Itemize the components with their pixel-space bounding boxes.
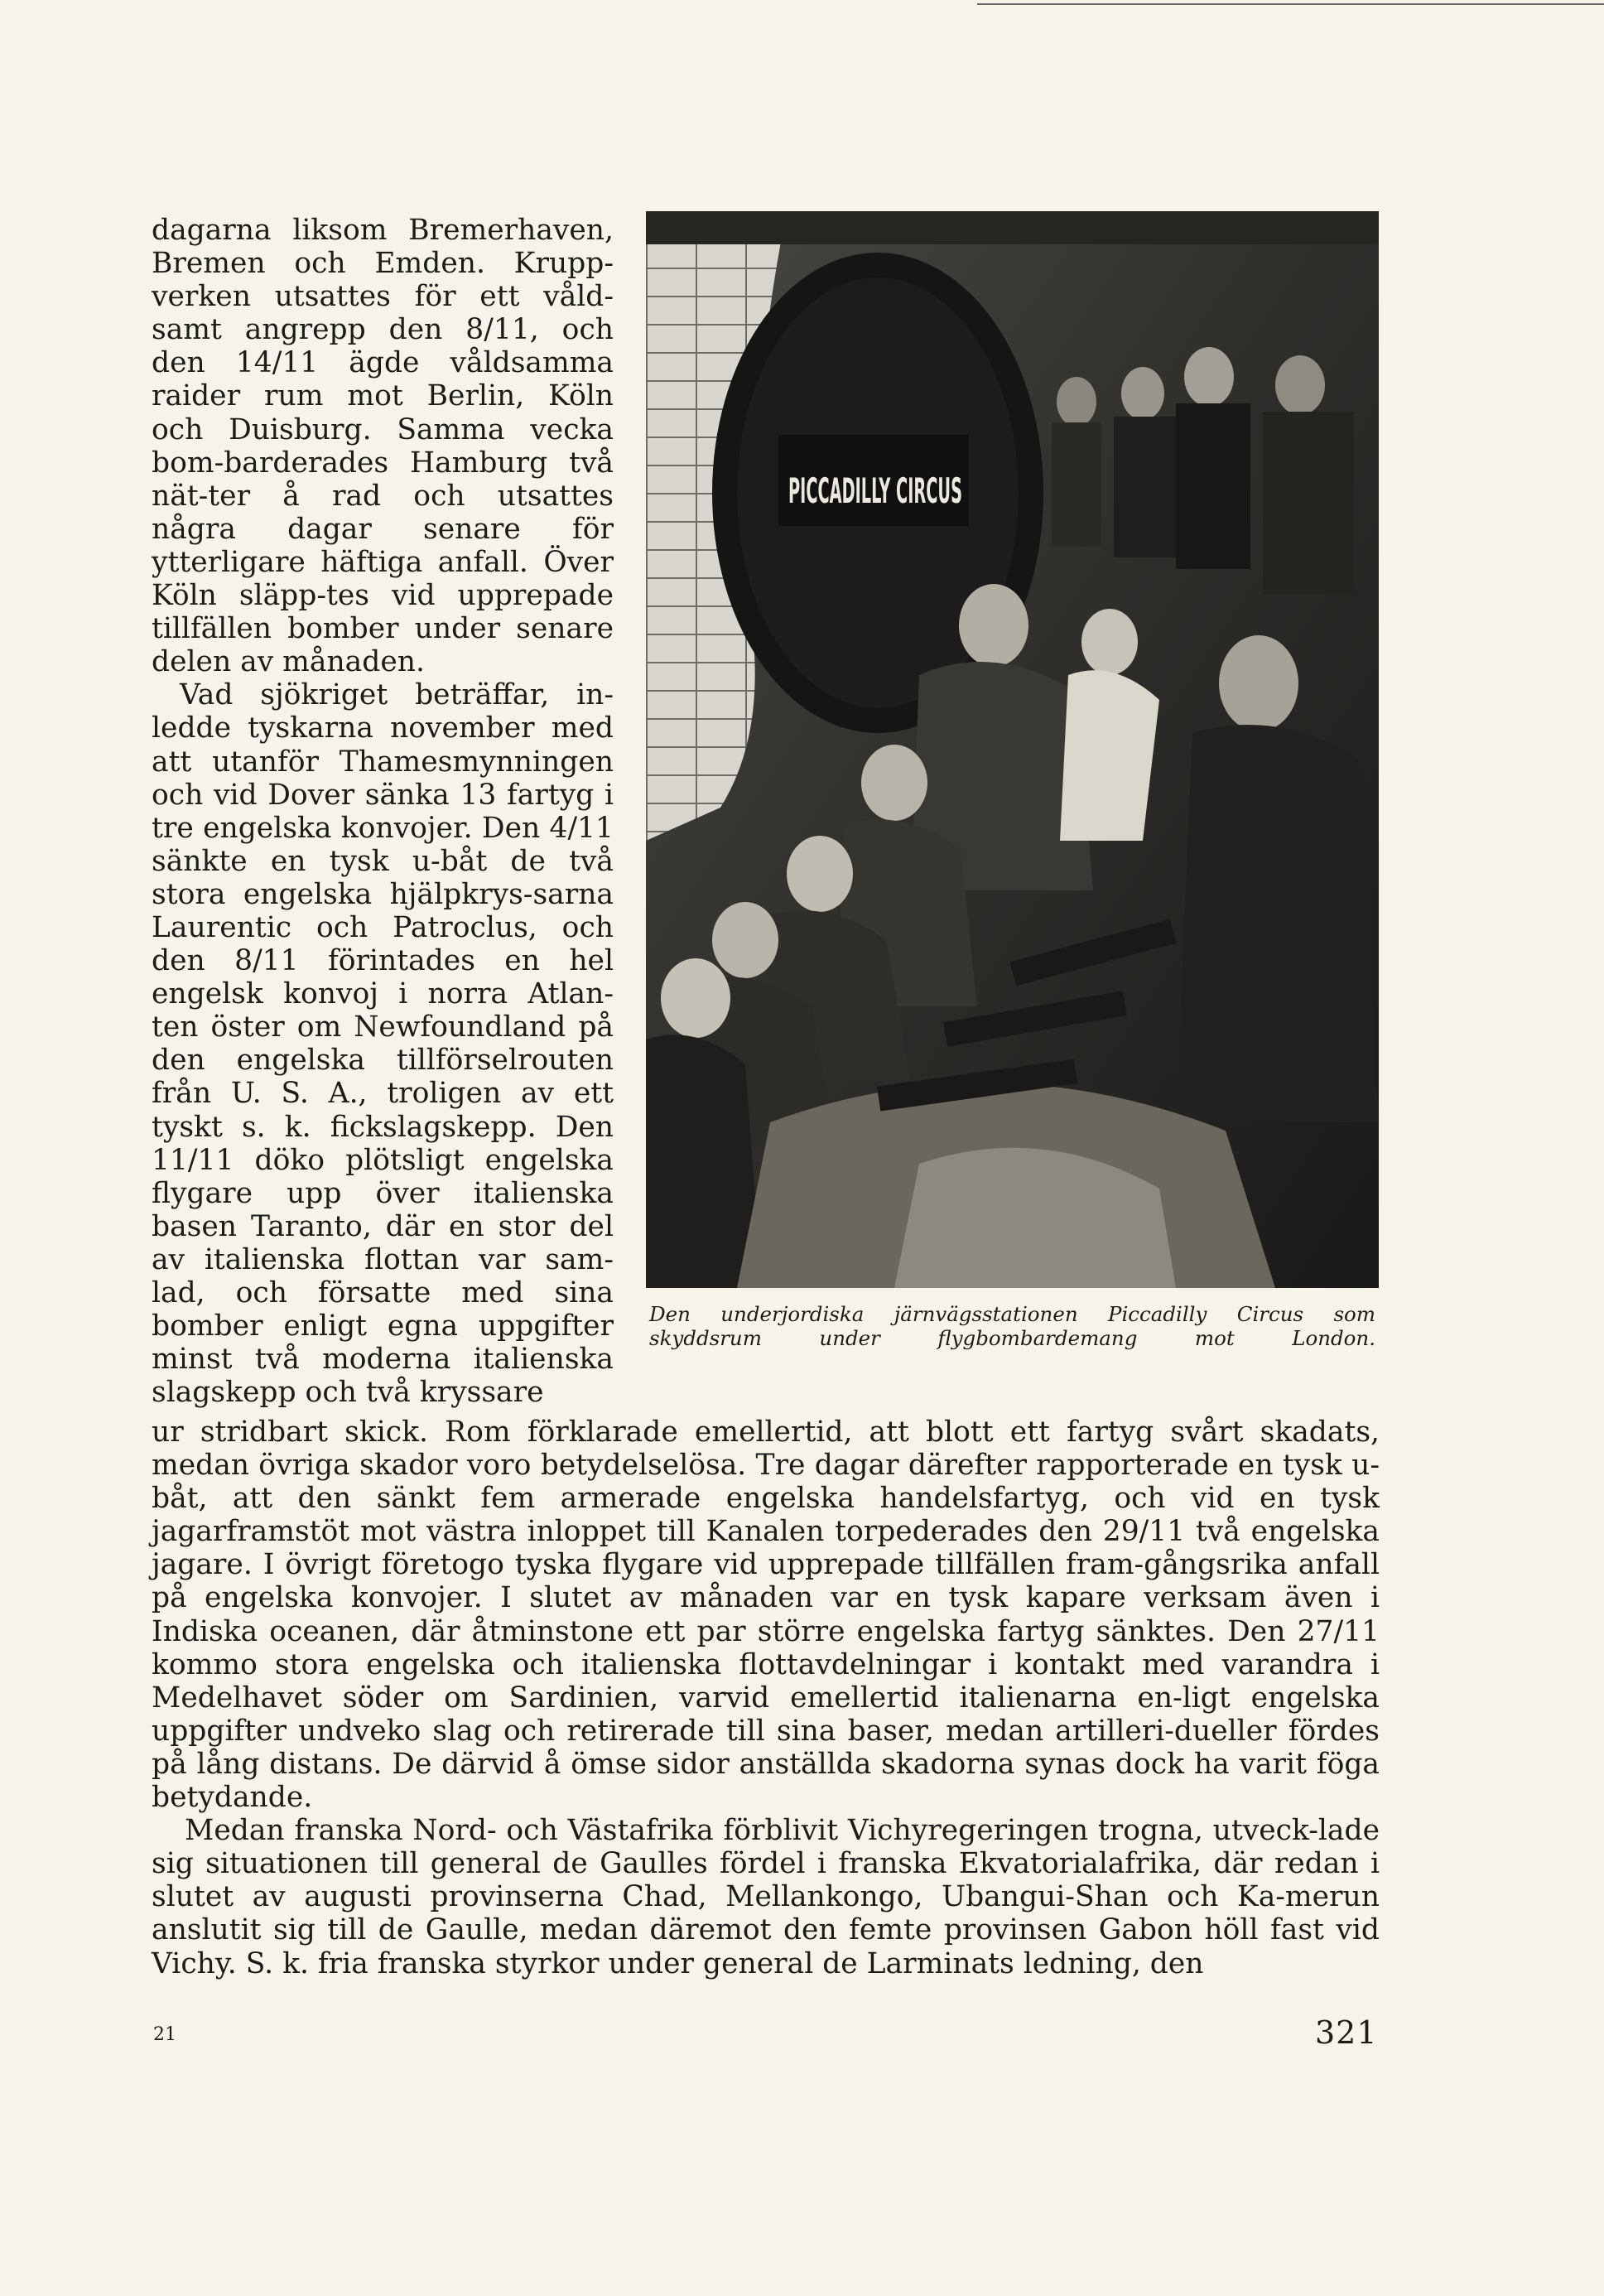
paragraph-french-africa: Medan franska Nord- och Västafrika förblivit Vichyregeringen trogna, utveck-lade sig situationen till general de Gaulles fördel i franska Ekvatorialafrika, där redan i slutet av augusti provinserna Chad, Mellankongo, Ubangui-Shan och Ka-merun anslutit sig till de Gaulle, medan däremot den femte provinsen Gabon höll fast vid Vichy. S. k. fria franska styrkor under general de Larminats ledning, den [152,1814,1380,1980]
photo-caption: Den underjordiska järnvägsstationen Piccadilly Circus som skyddsrum under flygbombardemang mot London. [649,1302,1375,1350]
photo-figure [646,211,1379,1350]
printer-signature: 21 [153,2024,176,2045]
top-rule [977,3,1604,5]
full-width-text [152,1416,1380,1980]
paragraph-naval-war: Vad sjökriget beträffar, in-ledde tyskarna november med att utanför Thamesmynningen och vid Dover sänka 13 fartyg i tre engelska konvojer. Den 4/11 sänkte en tysk u-båt de två stora engelska hjälpkrys-sarna Laurentic och Patroclus, och den 8/11 förintades en hel engelsk konvoj i norra Atlan-ten öster om Newfoundland på den engelska tillförselrouten från U. S. A., troligen av ett tyskt s. k. fickslagskepp. Den 11/11 döko plötsligt engelska flygare upp över italienska basen Taranto, där en stor del av italienska flottan var sam-lad, och försatte med sina bomber enligt egna uppgifter minst två moderna italienska slagskepp och två kryssare [152,678,614,1410]
photo-sign-text: PICCADILLY CIRCUS [788,470,962,511]
paragraph-raids: dagarna liksom Bremerhaven, Bremen och Emden. Krupp-verken utsattes för ett våld-samt angrepp den 8/11, och den 14/11 ägde våldsamma raider rum mot Berlin, Köln och Duisburg. Samma vecka bom-barderades Hamburg två nät-ter å rad och utsattes några dagar senare för ytterligare häftiga anfall. Över Köln släpp-tes vid upprepade tillfällen bomber under senare delen av månaden. [152,214,614,679]
paragraph-naval-continued: ur stridbart skick. Rom förklarade emellertid, att blott ett fartyg svårt skadats, medan övriga skador voro betydelselösa. Tre dagar därefter rapporterade en tysk u-båt, att den sänkt fem armerade engelska handelsfartyg, och vid en tysk jagarframstöt mot västra inloppet till Kanalen torpederades den 29/11 två engelska jagare. I övrigt företogo tyska flygare vid upprepade tillfällen fram-gångsrika anfall på engelska konvojer. I slutet av månaden var en tysk kapare verksam även i Indiska oceanen, där åtminstone ett par större engelska fartyg sänktes. Den 27/11 kommo stora engelska och italienska flottavdelningar i kontakt med varandra i Medelhavet söder om Sardinien, varvid emellertid italienarna en-ligt engelska uppgifter undveko slag och retirerade till sina baser, medan artilleri-dueller fördes på lång distans. De därvid å ömse sidor anställda skadorna synas dock ha varit föga betydande. [152,1416,1380,1815]
page-number: 321 [1315,2014,1378,2051]
left-column [152,214,614,1409]
piccadilly-circus-photo [646,211,1379,1288]
